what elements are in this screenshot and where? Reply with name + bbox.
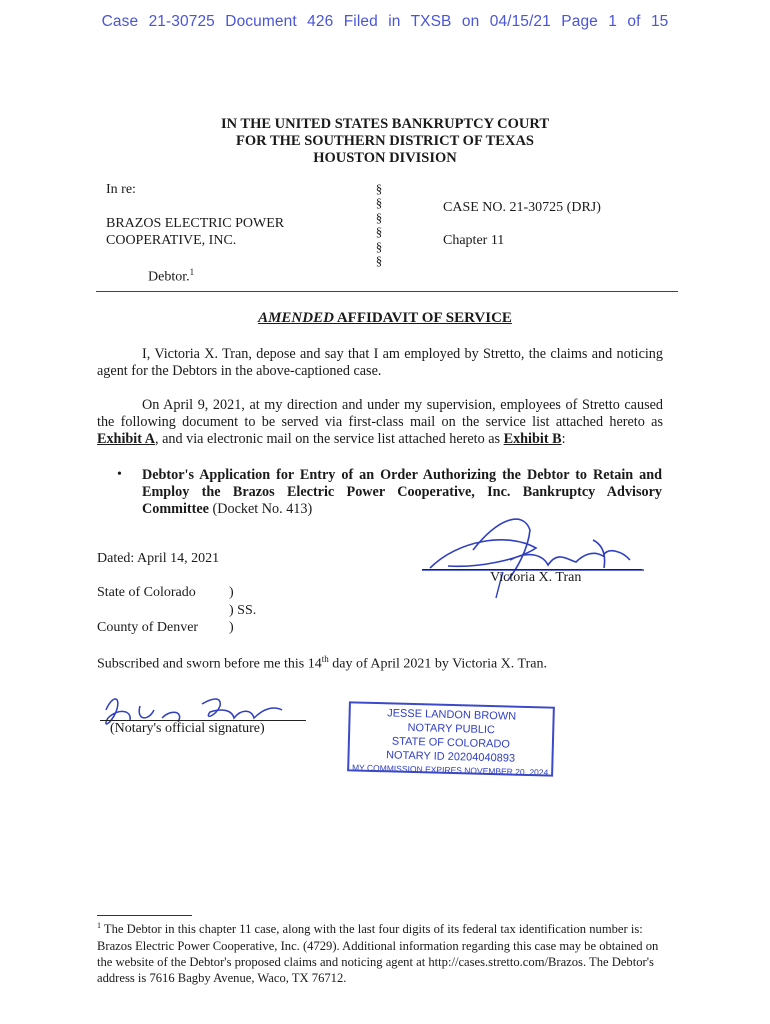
filing-header-stamp: Case 21-30725 Document 426 Filed in TXSB on 04/15/21 Page 1 of 15 (101, 13, 669, 30)
debtor-name-line-1: BRAZOS ELECTRIC POWER (106, 216, 285, 231)
section-mark: § (375, 209, 383, 225)
venue-county: County of Denver (97, 620, 199, 635)
venue-ss: ) SS. (229, 603, 257, 618)
court-line-2: FOR THE SOUTHERN DISTRICT OF TEXAS (235, 133, 534, 149)
section-mark: § (375, 181, 383, 196)
notary-seal-state: STATE OF COLORADO (391, 735, 511, 751)
section-mark: § (375, 253, 383, 269)
docket-number: (Docket No. 413) (208, 501, 313, 517)
notary-seal-name: JESSE LANDON BROWN (387, 707, 517, 723)
notary-signature-label: (Notary's official signature) (110, 721, 265, 736)
exhibit-a-ref: Exhibit A (97, 431, 155, 447)
footnote-text: The Debtor in this chapter 11 case, along with the last four digits of its federal tax identification number is: Brazos Electric Power Cooperative, Inc. (4729). Additional information regarding this case may be obtained on the website of the Debtor's proposed claims and noticing agent at http://cases.stretto.com/Brazos. The Debtor's address is 7616 Bagby Avenue, Waco, TX 76712. (97, 922, 659, 986)
paragraph-2: On April 9, 2021, at my direction and under my supervision, employees of Stretto caused the following document to be served via first-class mail on the service list attached hereto as Exhibit A, and via electronic mail on the service list attached hereto as Exhibit B: (97, 397, 663, 447)
court-line-3: HOUSTON DIVISION (313, 150, 457, 166)
affiant-signature (418, 510, 648, 600)
notary-seal-expiration: MY COMMISSION EXPIRES NOVEMBER 20, 2024 (351, 762, 549, 778)
jurat: Subscribed and sworn before me this 14th day of April 2021 by Victoria X. Tran. (97, 654, 547, 672)
case-number: CASE NO. 21-30725 (DRJ) (443, 200, 601, 215)
notary-seal-title: NOTARY PUBLIC (407, 721, 496, 737)
court-heading (0, 116, 770, 167)
venue-state: State of Colorado (97, 585, 196, 600)
title-amended: AMENDED (258, 310, 334, 326)
title-rest: AFFIDAVIT OF SERVICE (333, 310, 512, 326)
footnote-marker: 1 (97, 921, 101, 930)
footnote-divider (97, 915, 192, 916)
footnote-ref: 1 (189, 267, 195, 277)
section-mark: § (375, 238, 383, 254)
chapter: Chapter 11 (443, 233, 505, 248)
venue-paren-1: ) (229, 585, 234, 600)
footnote (97, 918, 663, 987)
affiant-name: Victoria X. Tran (490, 570, 582, 585)
exhibit-b-ref: Exhibit B (503, 431, 562, 447)
in-re-label: In re: (106, 182, 136, 197)
caption-divider (96, 291, 678, 292)
bullet-icon: • (117, 467, 122, 482)
section-mark: § (375, 195, 383, 211)
debtor-name-line-2: COOPERATIVE, INC. (106, 233, 237, 248)
notary-seal-id: NOTARY ID 20204040893 (385, 749, 516, 765)
section-mark: § (375, 224, 383, 240)
served-document-title: Debtor's Application for Entry of an Order Authorizing the Debtor to Retain and Employ the Brazos Electric Power Cooperative, Inc. Bankruptcy Advisory Committee (142, 467, 662, 517)
document-title (0, 310, 770, 327)
dated-line: Dated: April 14, 2021 (97, 551, 220, 566)
section-marks-column (372, 182, 386, 268)
paragraph-1: I, Victoria X. Tran, depose and say that I am employed by Stretto, the claims and noticing agent for the Debtors in the above-captioned case. (97, 346, 663, 379)
venue-paren-3: ) (229, 620, 234, 635)
court-line-1: IN THE UNITED STATES BANKRUPTCY COURT (220, 116, 550, 132)
notary-seal (347, 701, 555, 776)
debtor-label: Debtor.$^1$ (148, 267, 195, 285)
